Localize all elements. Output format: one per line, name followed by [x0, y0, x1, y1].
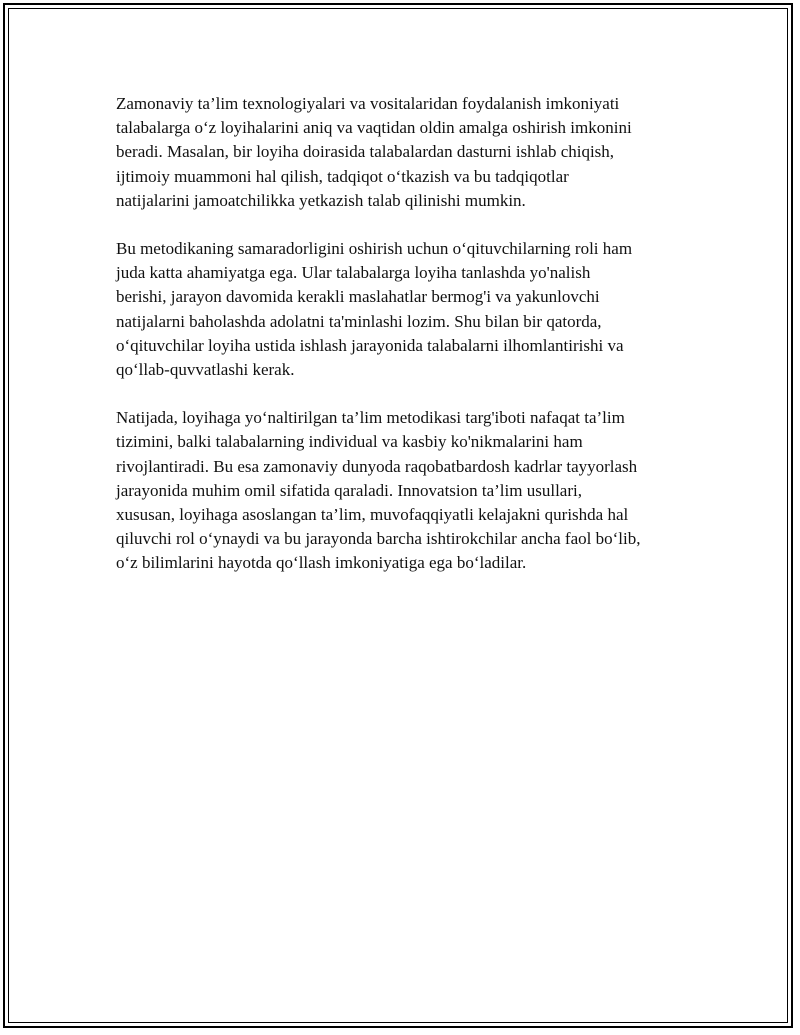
- text-line: o‘z bilimlarini hayotda qo‘llash imkoniyatiga ega bo‘ladilar.: [116, 553, 527, 573]
- paragraph-3: [116, 406, 706, 575]
- text-line: qiluvchi rol o‘ynaydi va bu jarayonda barcha ishtirokchilar ancha faol bo‘lib,: [116, 529, 641, 549]
- paragraph-2: [116, 237, 706, 382]
- text-line: Zamonaviy ta’lim texnologiyalari va vositalaridan foydalanish imkoniyati: [116, 94, 620, 113]
- text-line: Bu metodikaning samaradorligini oshirish uchun o‘qituvchilarning roli ham: [116, 239, 633, 259]
- text-line: ijtimoiy muammoni hal qilish, tadqiqot o‘tkazish va bu tadqiqotlar: [116, 166, 569, 186]
- text-line: qo‘llab-quvvatlashi kerak.: [116, 360, 295, 380]
- text-line: natijalarni baholashda adolatni ta'minlashi lozim. Shu bilan bir qatorda,: [116, 311, 602, 331]
- text-line: Natijada, loyihaga yo‘naltirilgan ta’lim metodikasi targ'iboti nafaqat ta’lim: [116, 408, 625, 428]
- document-body: [116, 92, 706, 600]
- text-line: xususan, loyihaga asoslangan ta’lim, muvofaqqiyatli kelajakni qurishda hal: [116, 505, 629, 525]
- text-line: jarayonida muhim omil sifatida qaraladi. Innovatsion ta’lim usullari,: [116, 480, 582, 500]
- text-line: rivojlantiradi. Bu esa zamonaviy dunyoda raqobatbardosh kadrlar tayyorlash: [116, 456, 638, 476]
- text-line: beradi. Masalan, bir loyiha doirasida talabalardan dasturni ishlab chiqish,: [116, 142, 615, 162]
- text-line: o‘qituvchilar loyiha ustida ishlash jarayonida talabalarni ilhomlantirishi va: [116, 335, 624, 355]
- text-line: tizimini, balki talabalarning individual va kasbiy ko'nikmalarini ham: [116, 432, 583, 452]
- text-line: talabalarga o‘z loyihalarini aniq va vaqtidan oldin amalga oshirish imkonini: [116, 118, 632, 138]
- text-line: berishi, jarayon davomida kerakli maslahatlar bermog'i va yakunlovchi: [116, 287, 600, 307]
- paragraph-1: [116, 92, 706, 213]
- text-line: natijalarini jamoatchilikka yetkazish talab qilinishi mumkin.: [116, 190, 526, 210]
- text-line: juda katta ahamiyatga ega. Ular talabalarga loyiha tanlashda yo'nalish: [116, 263, 591, 283]
